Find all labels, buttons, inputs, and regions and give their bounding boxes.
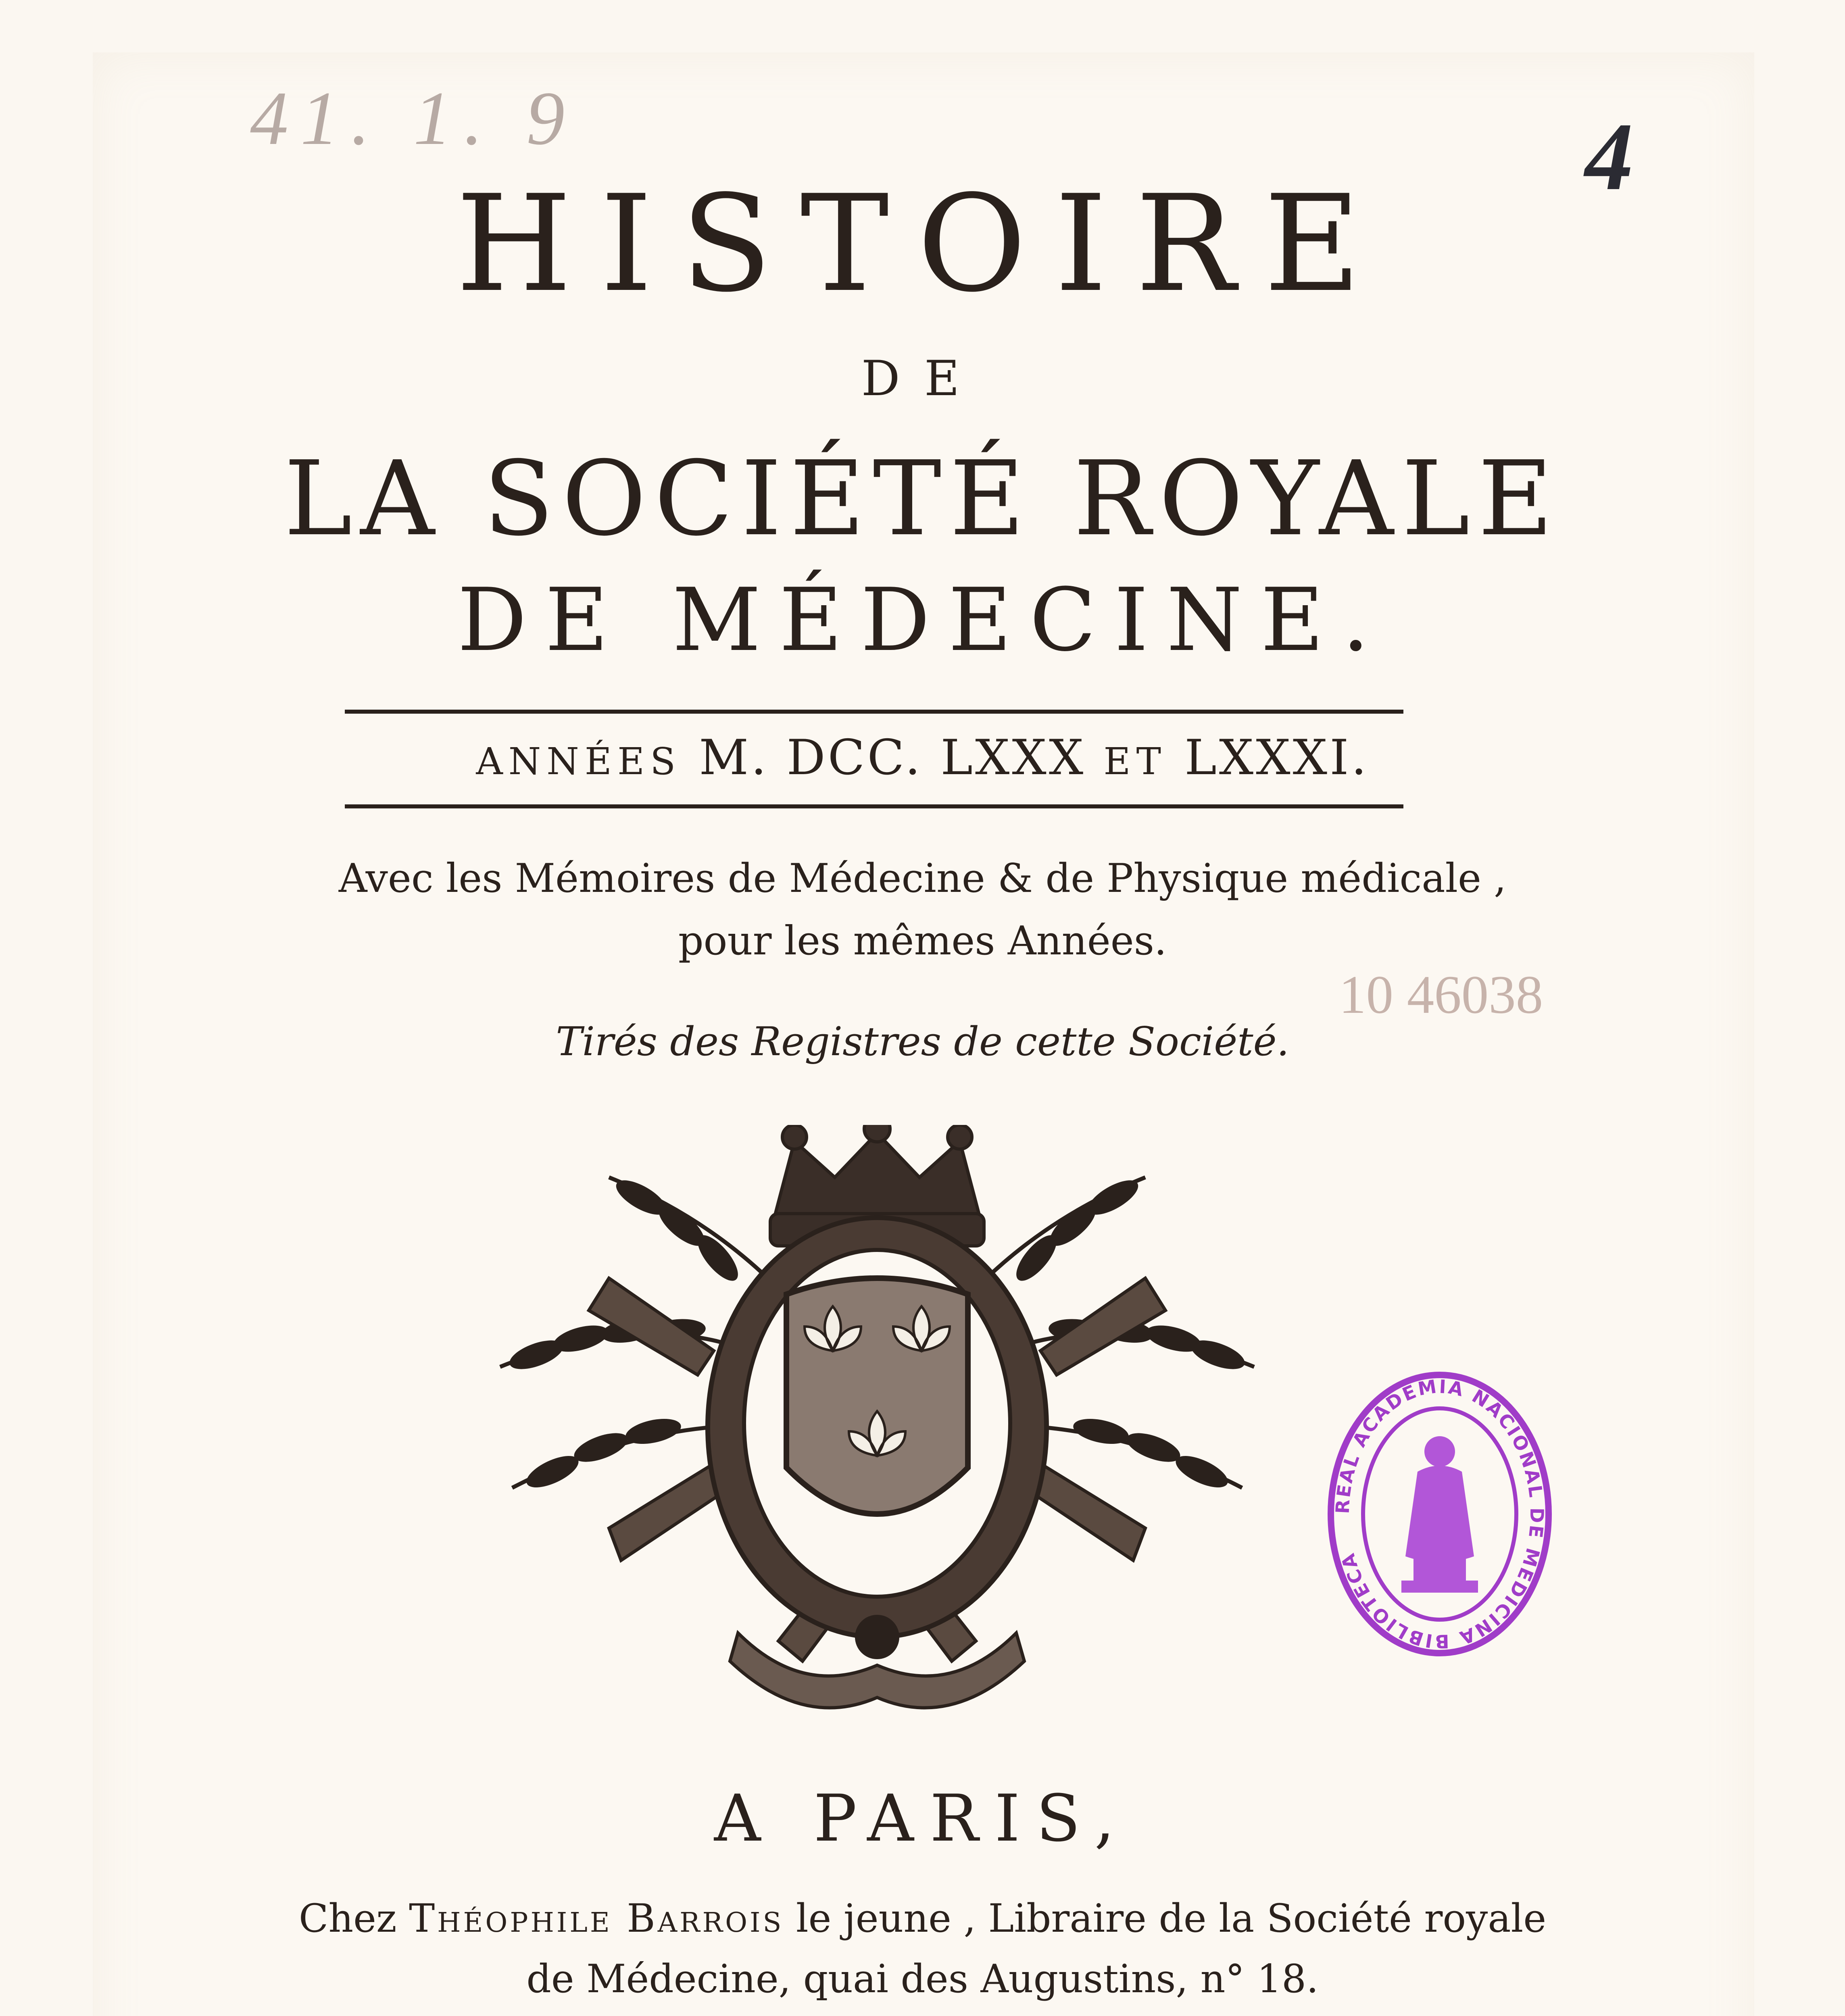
top-rule-lower: [345, 804, 1403, 808]
shelfmark-note: 41. 1. 9: [250, 76, 577, 161]
subtitle-society: LA SOCIÉTÉ ROYALE: [284, 439, 1561, 559]
publisher-line-1: [0, 1896, 1845, 1941]
publisher-line-2: de Médecine, quai des Augustins, n° 18.: [526, 1956, 1319, 2001]
years-roman-2: LXXXI.: [1166, 730, 1369, 786]
publisher-detail: le jeune , Libraire de la Société royale: [784, 1896, 1547, 1941]
subtitle-medecine: DE MÉDECINE.: [457, 569, 1388, 671]
volume-number-note: 4: [1585, 103, 1633, 210]
years-roman-1: M. DCC. LXXX: [681, 730, 1104, 786]
publisher-prefix: Chez: [298, 1896, 409, 1941]
book-title: HISTOIRE: [456, 167, 1389, 321]
royal-coat-of-arms: [488, 1125, 1266, 1754]
publication-place: A PARIS,: [714, 1781, 1131, 1856]
accession-number-note: 10 46038: [1339, 965, 1543, 1025]
top-rule-upper: [345, 710, 1403, 714]
years-line: [0, 730, 1845, 786]
extract-note: Tirés des Registres de cette Société.: [556, 1019, 1289, 1065]
description-line-2: pour les mêmes Années.: [678, 918, 1167, 964]
description-line-1: Avec les Mémoires de Médecine & de Physique médicale ,: [338, 856, 1507, 902]
years-et: ET: [1103, 740, 1167, 783]
library-stamp: [1321, 1367, 1559, 1661]
publisher-name: Théophile Barrois: [409, 1896, 784, 1941]
stamp-text: REAL ACADEMIA NACIONAL DE MEDICINA BIBLIOTECA: [1331, 1375, 1548, 1653]
title-connector: DE: [861, 351, 984, 407]
years-prefix: ANNÉES: [476, 740, 682, 783]
